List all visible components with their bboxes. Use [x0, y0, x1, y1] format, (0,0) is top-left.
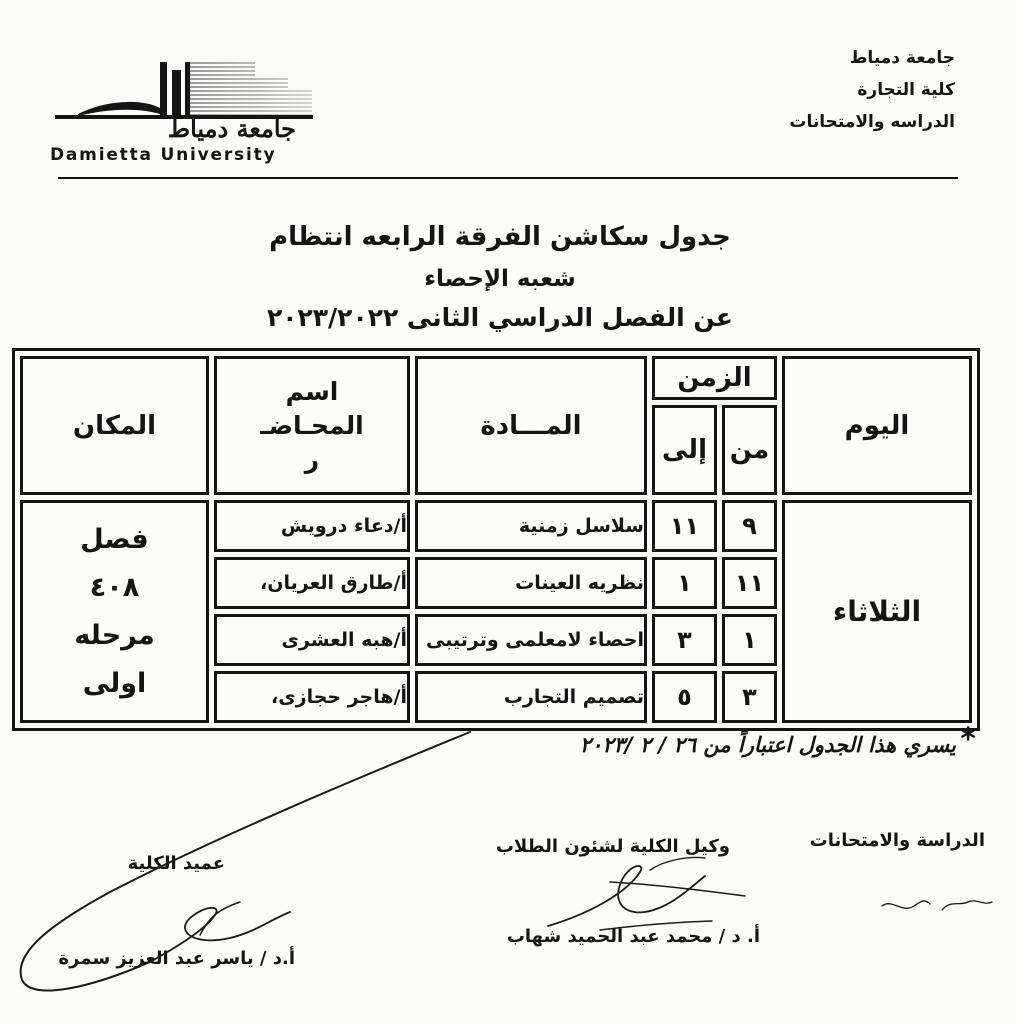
header-lecturer-line: اسم	[285, 376, 339, 406]
header-lecturer	[214, 356, 410, 495]
place-line: ٤٠٨	[89, 571, 140, 603]
header-faculty: كلية التجارة	[857, 80, 955, 100]
day-cell: الثلاثاء	[782, 500, 972, 723]
table-row	[20, 500, 972, 552]
lecturer-cell: أ/طارق العريان،	[214, 557, 410, 609]
header-department: الدراسه والامتحانات	[789, 112, 955, 132]
note-asterisk: *	[960, 722, 976, 757]
validity-note: يسري هذا الجدول اعتباراً من ٢٦ / ٢ /٢٠٢٣	[579, 733, 956, 757]
header-divider	[58, 177, 958, 179]
signature-dean-name: أ.د / ياسر عبد العزيز سمرة	[58, 948, 295, 969]
from-cell: ١١	[722, 557, 777, 609]
schedule-table	[12, 348, 980, 731]
lecturer-cell: أ/هبه العشرى	[214, 614, 410, 666]
signature-vice-dean-name: أ. د / محمد عبد الحميد شهاب	[506, 926, 760, 947]
subject-cell: احصاء لامعلمى وترتيبى	[415, 614, 647, 666]
to-cell: ١١	[652, 500, 717, 552]
page-subtitle-term: عن الفصل الدراسي الثانى ٢٠٢٣/٢٠٢٢	[267, 303, 733, 332]
signature-dean-title: عميد الكلية	[127, 853, 225, 874]
to-cell: ١	[652, 557, 717, 609]
page-title: جدول سكاشن الفرقة الرابعه انتظام	[269, 222, 731, 252]
logo-arabic-text: جامعة دمياط	[167, 114, 296, 143]
header-university: جامعة دمياط	[849, 48, 955, 68]
header-subject: المـــادة	[415, 356, 647, 495]
signature-vice-dean-title: وكيل الكلية لشئون الطلاب	[495, 836, 730, 857]
header-lecturer-line: المحـاضـ	[260, 410, 364, 440]
place-line: مرحله	[74, 619, 155, 651]
place-line: اولى	[82, 667, 147, 699]
header-time: الزمن	[652, 356, 777, 400]
subject-cell: نظريه العينات	[415, 557, 647, 609]
header-day: اليوم	[782, 356, 972, 495]
subject-cell: سلاسل زمنية	[415, 500, 647, 552]
to-cell: ٣	[652, 614, 717, 666]
lecturer-cell: أ/هاجر حجازى،	[214, 671, 410, 723]
page-subtitle-division: شعبه الإحصاء	[424, 266, 576, 292]
from-cell: ١	[722, 614, 777, 666]
place-cell	[20, 500, 209, 723]
lecturer-cell: أ/دعاء درويش	[214, 500, 410, 552]
signature-exams-title: الدراسة والامتحانات	[809, 830, 985, 851]
header-place: المكان	[20, 356, 209, 495]
from-cell: ٩	[722, 500, 777, 552]
place-line: فصل	[80, 523, 149, 555]
from-cell: ٣	[722, 671, 777, 723]
header-to: إلى	[652, 405, 717, 495]
header-lecturer-line: ر	[304, 444, 320, 474]
to-cell: ٥	[652, 671, 717, 723]
logo-english-text: Damietta University	[50, 145, 277, 165]
header-from: من	[722, 405, 777, 495]
subject-cell: تصميم التجارب	[415, 671, 647, 723]
